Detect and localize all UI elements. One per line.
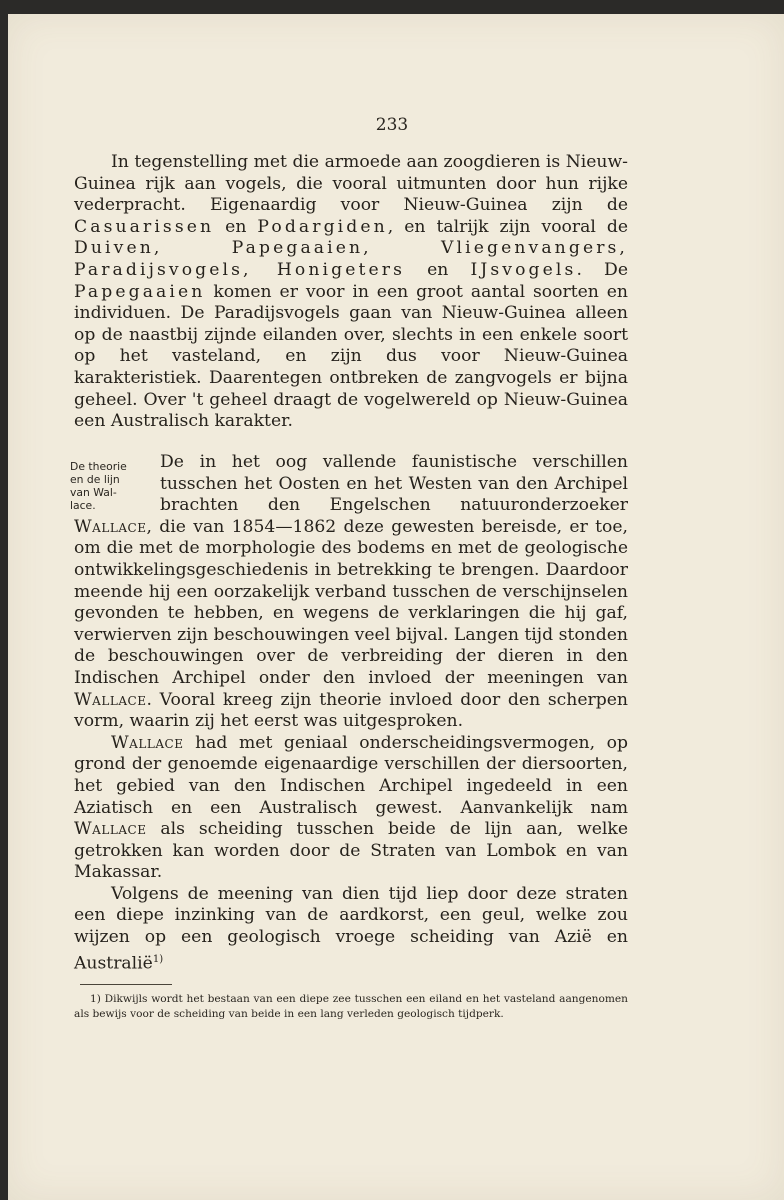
paragraph: De in het oog vallende faunistische verschillen tusschen het Oosten en het Westen van den Archipel brachten den Engelschen natuuronderzoeker Wallace, die van 1854—1862 deze gewesten bereisde, er toe, om die met de morphologie des bodems en met de geologische ontwikkelingsgeschiedenis in betrekking te brengen. Daardoor meende hij een oorzakelijk verband tusschen de verschijnselen gevonden te hebben, en wegens de verklaringen die hij gaf, verwierven zijn beschouwingen veel bijval. Langen tijd stonden de beschouwingen over de verbreiding der dieren in den Indischen Archipel onder den invloed der meeningen van Wallace. Vooral kreeg zijn theorie invloed door den scherpen vorm, waarin zij het eerst was uitgesproken. bbox=[74, 452, 628, 732]
paragraph-birds bbox=[74, 152, 628, 433]
paragraph: Wallace had met geniaal onderscheidingsvermogen, op grond der genoemde eigenaardige verschillen der diersoorten, het gebied van den Indischen Archipel ingedeeld in een Aziatisch en een Australisch gewest. Aanvankelijk nam Wallace als scheiding tusschen beide de lijn aan, welke getrokken kan worden door de Straten van Lombok en van Makassar. bbox=[74, 732, 628, 883]
paragraph: Volgens de meening van dien tijd liep door deze straten een diepe inzinking van de aardkorst, een geul, welke zou wijzen op een geologisch vroege scheiding van Azië en Australië$^{1)}$ bbox=[74, 883, 628, 974]
paragraphs-wallace bbox=[74, 452, 628, 975]
margin-note-space bbox=[74, 452, 160, 512]
page-number: 233 bbox=[375, 115, 409, 135]
paragraph: In tegenstelling met die armoede aan zoogdieren is Nieuw-Guinea rijk aan vogels, die vooral uitmunten door hun rijke vederpracht. Eigenaardig voor Nieuw-Guinea zijn de Casuarissen en Podargiden, en talrijk zijn vooral de Duiven, Papegaaien, Vliegenvangers, Paradijsvogels, Honigeters en IJsvogels. De Papegaaien komen er voor in een groot aantal soorten en individuen. De Paradijsvogels gaan van Nieuw-Guinea alleen op de naastbij zijnde eilanden over, slechts in een enkele soort op het vasteland, en zijn dus voor Nieuw-Guinea karakteristiek. Daarentegen ontbreken de zangvogels er bijna geheel. Over 't geheel draagt de vogelwereld op Nieuw-Guinea een Australisch karakter. bbox=[74, 152, 629, 432]
margin-note-line: lace. bbox=[70, 499, 96, 512]
margin-note-line: De theorie bbox=[70, 460, 127, 473]
footnote-ref: 1) bbox=[152, 953, 164, 965]
footnote-text: 1) Dikwijls wordt het bestaan van een diepe zee tusschen een eiland en het vasteland aangenomen als bewijs voor de scheiding van beide in een lang verleden geologisch tijdperk. bbox=[74, 993, 628, 1020]
footnote-divider bbox=[80, 984, 172, 985]
margin-note-line: en de lijn bbox=[70, 473, 120, 486]
margin-note-line: van Wal- bbox=[70, 486, 117, 499]
footnote bbox=[74, 992, 628, 1022]
